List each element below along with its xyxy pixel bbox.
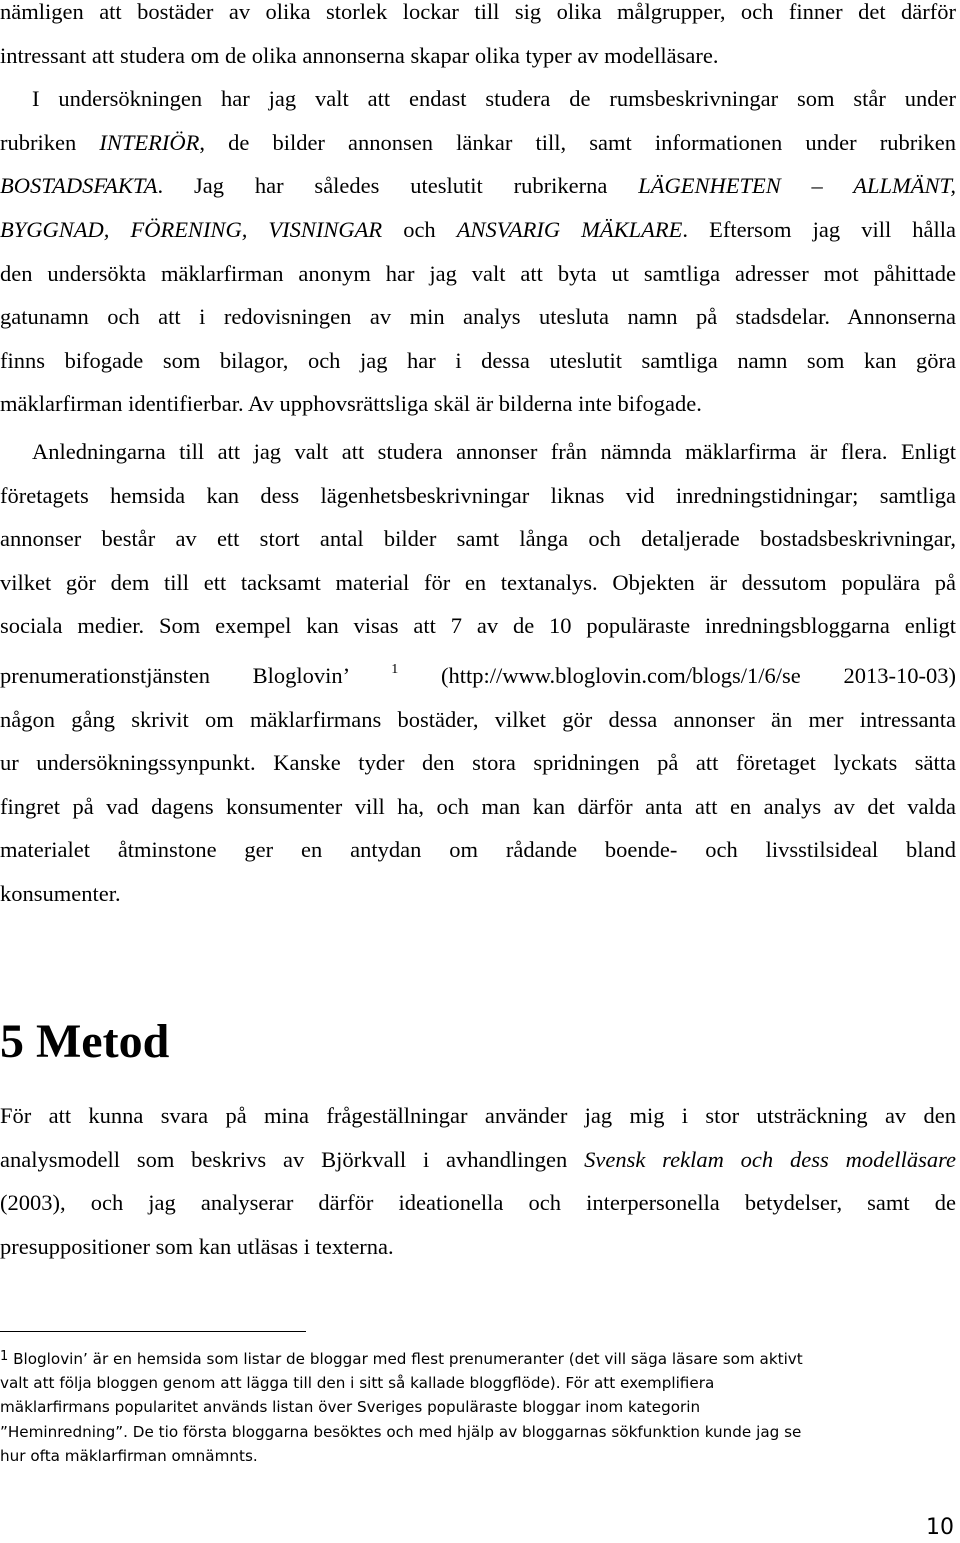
text-line: prenumerationstjänsten Bloglovin’ $^1$ (http://www.bloglovin.com/blogs/1/6/se 2013-10-03)	[0, 661, 957, 688]
text-line: någon gång skrivit om mäklarfirmans bostäder, vilket gör dessa annonser än mer intressanta	[0, 706, 956, 732]
text-line: Anledningarna till att jag valt att studera annonser från nämnda mäklarfirma är flera. Enligt	[32, 439, 956, 464]
paragraph-reasons	[0, 430, 956, 916]
rubric-bostadsfakta: BOSTADSFAKTA	[0, 173, 158, 199]
text-line: I undersökningen har jag valt att endast studera de rumsbeskrivningar som står under	[32, 86, 956, 112]
book-title: Svensk reklam och dess modelläsare	[584, 1146, 956, 1172]
text-line: BOSTADSFAKTA. Jag har således uteslutit rubrikerna LÄGENHETEN – ALLMÄNT,	[0, 173, 956, 199]
text-line: annonser består av ett stort antal bilder samt långa och detaljerade bostadsbeskrivningar,	[0, 526, 956, 552]
text-line: nämligen att bostäder av olika storlek lockar till sig olika målgrupper, och finner det därför	[0, 0, 956, 24]
text-line: (2003), och jag analyserar därför ideationella och interpersonella betydelser, samt de	[0, 1190, 956, 1216]
footnote-divider	[0, 1331, 306, 1332]
text-line: företagets hemsida kan dess lägenhetsbeskrivningar liknas vid inredningstidningar; samtliga	[0, 482, 956, 508]
text-line: BYGGNAD, FÖRENING, VISNINGAR och ANSVARIG MÄKLARE. Eftersom jag vill hålla	[0, 216, 956, 242]
footnote-line: hur ofta mäklarfirman omnämnts.	[0, 1446, 258, 1465]
footnote-number: 1	[0, 1349, 9, 1364]
footnote-line: mäklarfirmans popularitet används listan över Sveriges populäraste bloggar inom kategorin	[0, 1398, 701, 1417]
footnote-reference: 1	[391, 661, 399, 677]
rubric-ansvarig: ANSVARIG MÄKLARE	[456, 216, 683, 242]
text-line: finns bifogade som bilagor, och jag har i dessa uteslutit samtliga namn som kan göra	[0, 347, 956, 373]
page-number: 10	[926, 1515, 954, 1540]
paragraph-target-groups	[0, 0, 956, 426]
text-line: sociala medier. Som exempel kan visas att 7 av de 10 populäraste inredningsbloggarna enligt	[0, 613, 956, 639]
text-line: materialet åtminstone ger en antydan om rådande boende- och livsstilsideal bland	[0, 837, 956, 863]
text-line: mäklarfirman identifierbar. Av upphovsrättsliga skäl är bilderna inte bifogade.	[0, 391, 702, 417]
footnote-line: valt att följa bloggen genom att lägga till den i sitt så kallade bloggflöde). För att exemplifiera	[0, 1374, 715, 1393]
text-line: För att kunna svara på mina frågeställningar använder jag mig i stor utsträckning av den	[0, 1103, 956, 1128]
text-line: fingret på vad dagens konsumenter vill ha, och man kan därför anta att en analys av det valda	[0, 793, 956, 819]
text-line: vilket gör dem till ett tacksamt material för en textanalys. Objekten är dessutom populära på	[0, 569, 956, 595]
text-line: analysmodell som beskrivs av Björkvall i avhandlingen Svensk reklam och dess modelläsare	[0, 1146, 956, 1172]
section-heading: 5 Metod	[0, 1015, 170, 1068]
footnote	[0, 1345, 960, 1468]
rubric-lagenheten: LÄGENHETEN – ALLMÄNT,	[638, 173, 956, 199]
text-line: intressant att studera om de olika annonserna skapar olika typer av modelläsare.	[0, 42, 719, 68]
text-line: den undersökta mäklarfirman anonym har jag valt att byta ut samtliga adresser mot påhittade	[0, 260, 956, 286]
text-line: ur undersökningssynpunkt. Kanske tyder den stora spridningen på att företaget lyckats sätta	[0, 750, 956, 776]
text-line: gatunamn och att i redovisningen av min analys utesluta namn på stadsdelar. Annonserna	[0, 304, 956, 330]
paragraph-method	[0, 1094, 956, 1268]
rubric-byggnad: BYGGNAD, FÖRENING, VISNINGAR	[0, 216, 383, 242]
text-line: presuppositioner som kan utläsas i texterna.	[0, 1233, 394, 1259]
text-line: rubriken INTERIÖR, de bilder annonsen länkar till, samt informationen under rubriken	[0, 129, 956, 155]
rubric-interior: INTERIÖR	[99, 129, 200, 155]
footnote-line: $^1$ Bloglovin’ är en hemsida som listar de bloggar med flest prenumeranter (det vill säga läsare som aktivt	[0, 1349, 803, 1368]
text-line: konsumenter.	[0, 880, 121, 906]
footnote-line: ”Heminredning”. De tio första bloggarna besöktes och med hjälp av bloggarnas sökfunktion kunde jag se	[0, 1422, 802, 1441]
